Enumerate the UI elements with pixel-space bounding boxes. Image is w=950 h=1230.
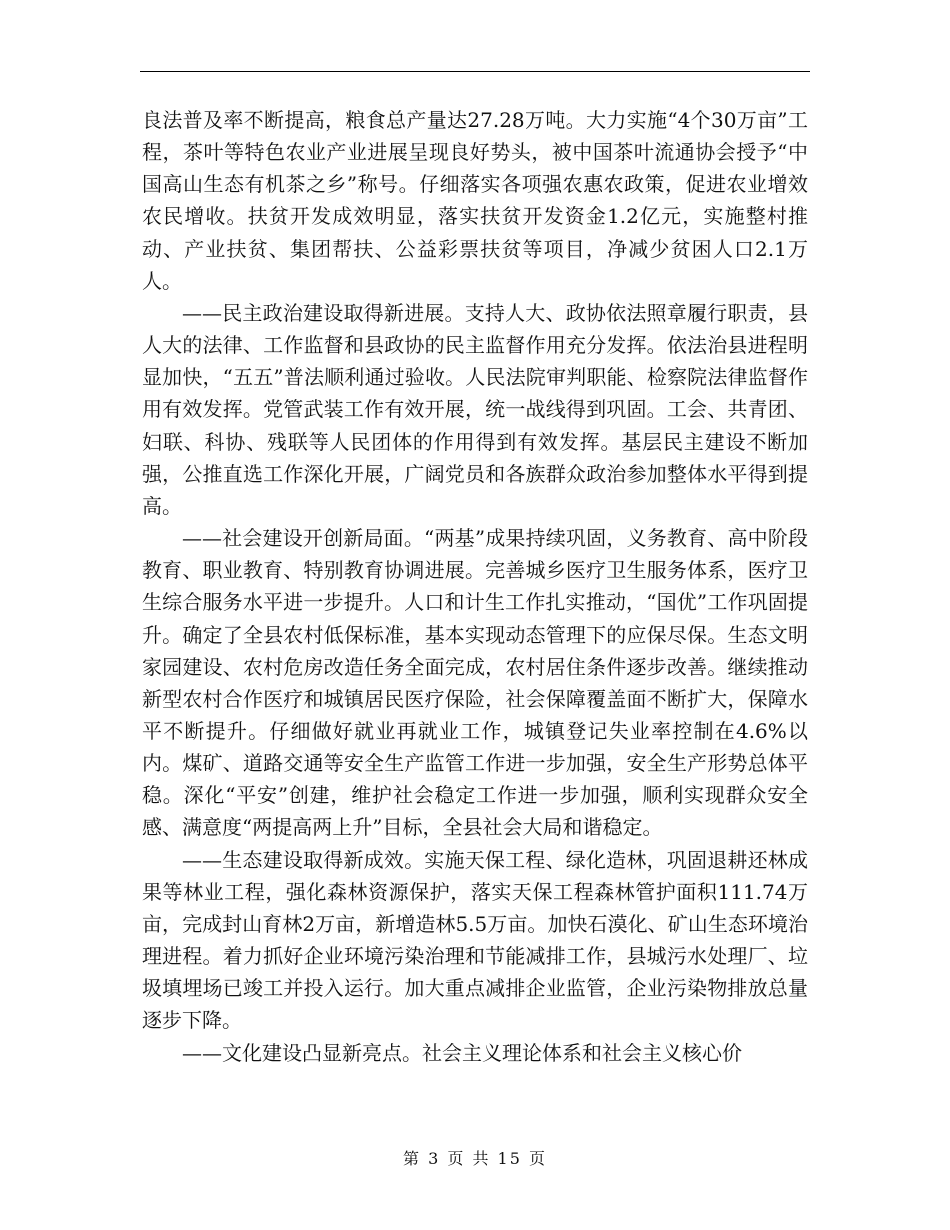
paragraph-social-construction: ——社会建设开创新局面。“两基”成果持续巩固，义务教育、高中阶段教育、职业教育、特别教育协调进展。完善城乡医疗卫生服务体系，医疗卫生综合服务水平进一步提升。人口和计生工作扎实推动，“国优”工作巩固提升。确定了全县农村低保标准，基本实现动态管理下的应保尽保。生态文明家园建设、农村危房改造任务全面完成，农村居住条件逐步改善。继续推动新型农村合作医疗和城镇居民医疗保险，社会保障覆盖面不断扩大，保障水平不断提升。仔细做好就业再就业工作，城镇登记失业率控制在4.6%以内。煤矿、道路交通等安全生产监管工作进一步加强，安全生产形势总体平稳。深化“平安”创建，维护社会稳定工作进一步加强，顺利实现群众安全感、满意度“两提高两上升”目标，全县社会大局和谐稳定。: [142, 526, 808, 840]
paragraph-democratic-politics: ——民主政治建设取得新进展。支持人大、政协依法照章履行职责，县人大的法律、工作监督和县政协的民主监督作用充分发挥。依法治县进程明显加快，“五五”普法顺利通过验收。人民法院审判职能、检察院法律监督作用有效发挥。党管武装工作有效开展，统一战线得到巩固。工会、共青团、妇联、科协、残联等人民团体的作用得到有效发挥。基层民主建设不断加强，公推直选工作深化开展，广阔党员和各族群众政治参加整体水平得到提高。: [142, 300, 808, 518]
document-body: [142, 104, 808, 1069]
page-number-footer: 第 3 页 共 15 页: [403, 1149, 547, 1168]
header-rule: [140, 71, 810, 72]
paragraph-ecological-construction: ——生态建设取得新成效。实施天保工程、绿化造林，巩固退耕还林成果等林业工程，强化森林资源保护，落实天保工程森林管护面积111.74万亩，完成封山育林2万亩，新增造林5.5万亩。加快石漠化、矿山生态环境治理进程。着力抓好企业环境污染治理和节能减排工作，县城污水处理厂、垃圾填埋场已竣工并投入运行。加大重点减排企业监管，企业污染物排放总量逐步下降。: [142, 847, 808, 1033]
paragraph-cultural-construction: ——文化建设凸显新亮点。社会主义理论体系和社会主义核心价: [182, 1040, 742, 1065]
paragraph-agriculture: 良法普及率不断提高，粮食总产量达27.28万吨。大力实施“4个30万亩”工程，茶叶等特色农业产业进展呈现良好势头，被中国茶叶流通协会授予“中国高山生态有机茶之乡”称号。仔细落实各项强农惠农政策，促进农业增效农民增收。扶贫开发成效明显，落实扶贫开发资金1.2亿元，实施整村推动、产业扶贫、集团帮扶、公益彩票扶贫等项目，净减少贫困人口2.1万人。: [142, 108, 808, 293]
